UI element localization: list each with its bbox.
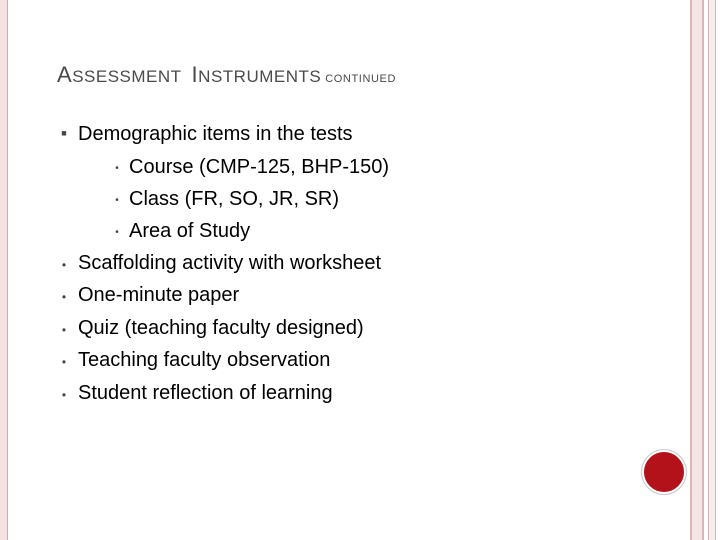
list-item (57, 314, 657, 347)
sub-list-item (57, 217, 657, 249)
title-initial-2: I (191, 62, 199, 87)
title-initial-1: A (57, 62, 73, 87)
dot-bullet-icon: • (61, 257, 67, 272)
left-border-decoration (0, 0, 8, 540)
sub-list-item-text: Course (CMP-125, BHP-150) (129, 155, 390, 178)
list-item-text: Student reflection of learning (78, 381, 333, 404)
list-item (57, 379, 657, 412)
dot-bullet-icon: • (61, 355, 67, 369)
dot-bullet-icon: • (61, 387, 67, 402)
list-item (57, 346, 657, 379)
list-item (57, 249, 657, 282)
list-item (57, 281, 657, 314)
sub-list-item (57, 185, 657, 217)
dot-bullet-icon: • (61, 290, 67, 304)
square-bullet-icon: ■ (61, 128, 67, 138)
dot-bullet-icon: • (115, 194, 119, 206)
bullet-list (57, 120, 657, 411)
red-circle-decoration (642, 450, 686, 494)
dot-bullet-icon: • (61, 322, 67, 337)
title-word-1: SSESSMENT (72, 67, 182, 86)
sub-list-item-text: Area of Study (129, 219, 251, 242)
dot-bullet-icon: • (115, 162, 119, 174)
right-border-decoration (688, 0, 720, 540)
title-word-2: NSTRUMENTS (198, 67, 322, 86)
list-item-text: Quiz (teaching faculty designed) (78, 316, 364, 339)
right-border-bar-outer (690, 0, 704, 540)
list-item-text: Teaching faculty observation (78, 349, 331, 371)
sub-list-item-text: Class (FR, SO, JR, SR) (129, 187, 340, 210)
list-item-text: One-minute paper (78, 284, 240, 306)
right-border-bar-inner (708, 0, 716, 540)
slide-title (57, 62, 396, 88)
title-continued-label: CONTINUED (325, 73, 397, 85)
list-item-text: Scaffolding activity with worksheet (78, 251, 382, 274)
dot-bullet-icon: • (115, 226, 119, 238)
list-item (57, 120, 657, 153)
list-item-text: Demographic items in the tests (78, 123, 353, 145)
sub-list-item (57, 153, 657, 185)
